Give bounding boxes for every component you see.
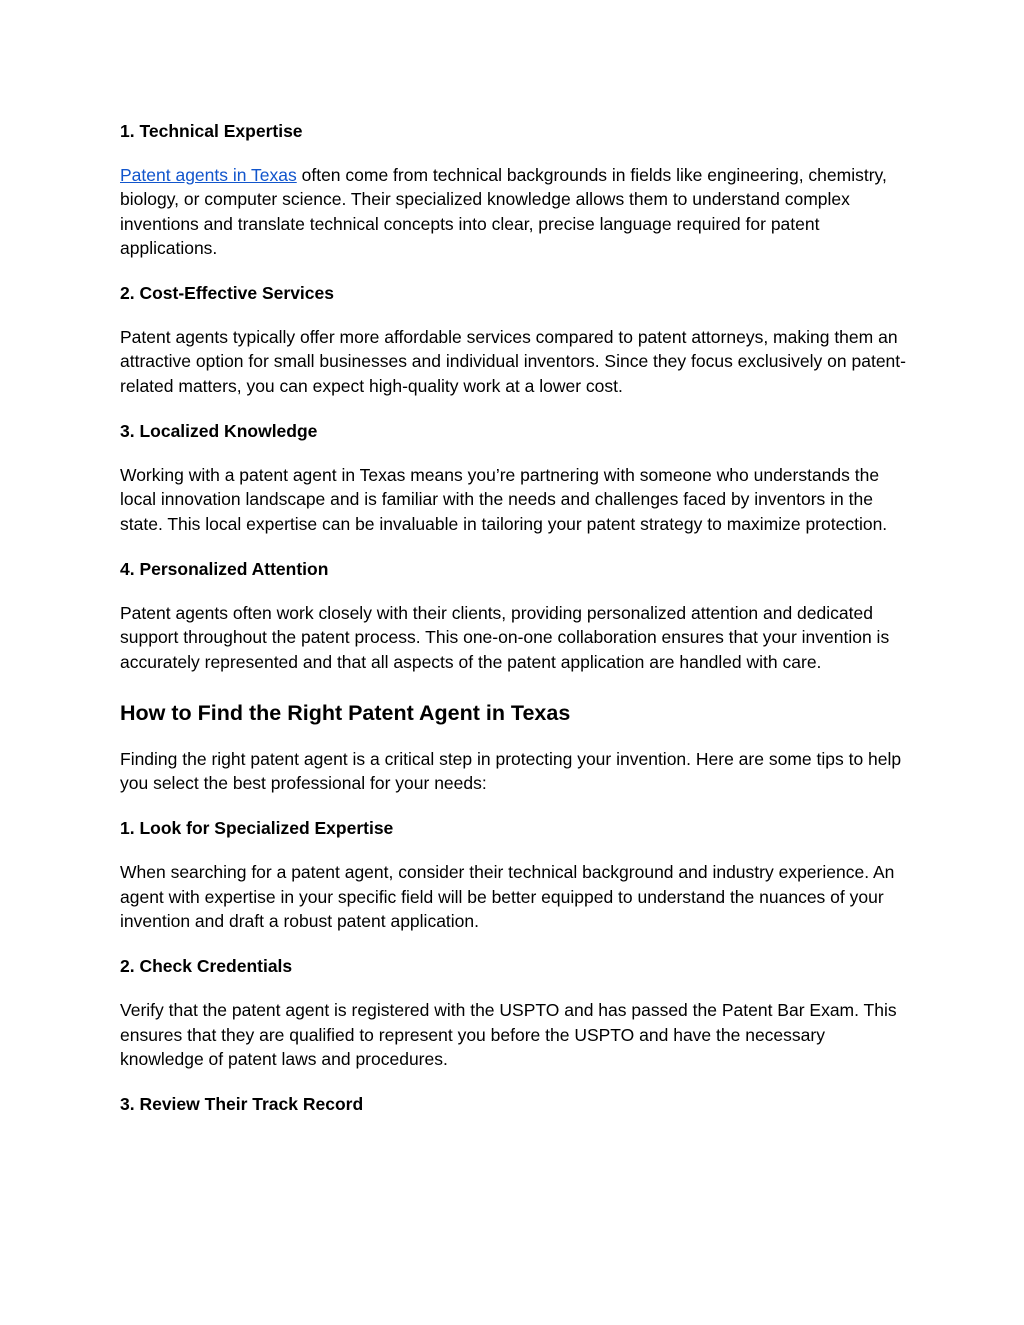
- paragraph-technical-expertise: [120, 163, 910, 260]
- heading-localized-knowledge: 3. Localized Knowledge: [120, 421, 318, 442]
- heading-technical-expertise: 1. Technical Expertise: [120, 121, 303, 141]
- heading-personalized-attention: 4. Personalized Attention: [120, 558, 329, 579]
- paragraph-personalized-attention: Patent agents often work closely with their clients, providing personalized attention and dedicated support throughout the patent process. This one-on-one collaboration ensures that your invention is accurately represented and that all aspects of the patent application are handled with care.: [120, 602, 890, 672]
- paragraph-find-intro: Finding the right patent agent is a critical step in protecting your invention. Here are some tips to help you select the best professional for your needs:: [120, 748, 902, 794]
- heading-cost-effective: 2. Cost-Effective Services: [120, 283, 334, 304]
- heading-track-record: 3. Review Their Track Record: [120, 1094, 364, 1115]
- patent-agents-texas-link[interactable]: Patent agents in Texas: [120, 165, 297, 185]
- paragraph-cost-effective: Patent agents typically offer more affordable services compared to patent attorneys, making them an attractive option for small businesses and individual inventors. Since they focus exclusively on patent-related matters, you can expect high-quality work at a lower cost.: [120, 327, 906, 396]
- heading-check-credentials: 2. Check Credentials: [120, 956, 293, 977]
- heading-specialized-expertise: 1. Look for Specialized Expertise: [120, 818, 394, 839]
- paragraph-technical-expertise-text: often come from technical backgrounds in fields like engineering, chemistry, biology, or computer science. Their specialized knowledge allows them to understand complex inventions and translate technical concepts into clear, precise language required for patent applications.: [120, 165, 887, 258]
- paragraph-check-credentials: Verify that the patent agent is registered with the USPTO and has passed the Patent Bar Exam. This ensures that they are qualified to represent you before the USPTO and have the necessary knowledge of patent laws and procedures.: [120, 1000, 897, 1069]
- section-title-find-agent: How to Find the Right Patent Agent in Texas: [120, 700, 571, 725]
- paragraph-localized-knowledge: Working with a patent agent in Texas means you’re partnering with someone who understands the local innovation landscape and is familiar with the needs and challenges faced by inventors in the state. This local expertise can be invaluable in tailoring your patent strategy to maximize protection.: [120, 465, 888, 534]
- paragraph-specialized-expertise: When searching for a patent agent, consider their technical background and industry experience. An agent with expertise in your specific field will be better equipped to understand the nuances of your invention and draft a robust patent application.: [120, 862, 895, 932]
- document-page: [120, 118, 910, 1117]
